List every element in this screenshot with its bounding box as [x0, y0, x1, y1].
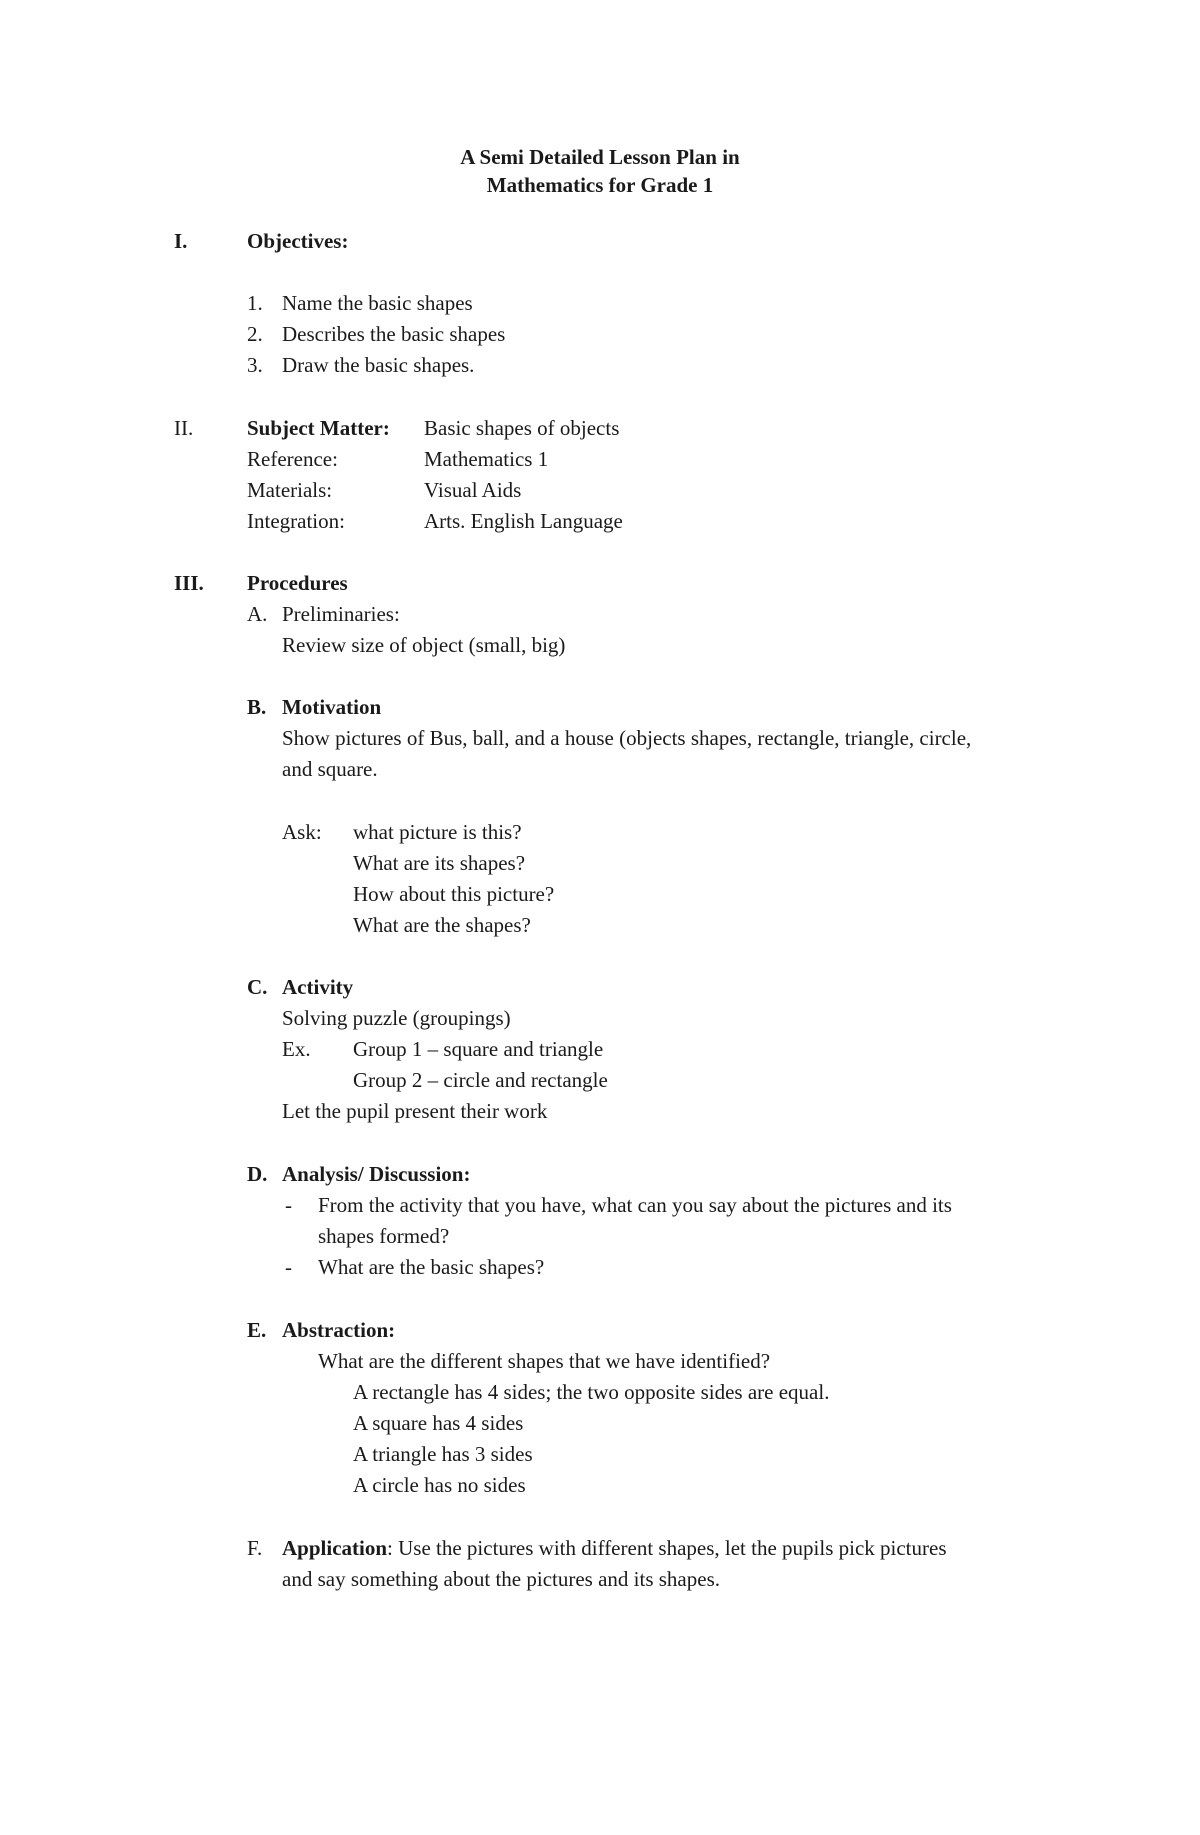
objective-item: Describes the basic shapes	[282, 322, 506, 346]
procedure-letter-e: E.	[247, 1318, 267, 1342]
materials-label: Materials:	[247, 478, 333, 502]
preliminaries-heading: Preliminaries:	[282, 602, 400, 626]
ask-question: what picture is this?	[353, 820, 522, 844]
section-numeral-objectives: I.	[174, 229, 188, 253]
application-text-line-1: : Use the pictures with different shapes, let the pupils pick pictures	[387, 1536, 947, 1560]
section-numeral-procedures: III.	[174, 571, 204, 595]
example-label: Ex.	[282, 1037, 311, 1061]
abstraction-heading: Abstraction:	[282, 1318, 396, 1342]
activity-group: Group 2 – circle and rectangle	[353, 1068, 608, 1092]
objective-item: Draw the basic shapes.	[282, 353, 475, 377]
activity-group: Group 1 – square and triangle	[353, 1037, 604, 1061]
integration-label: Integration:	[247, 509, 345, 533]
reference-label: Reference:	[247, 447, 338, 471]
ask-question: What are its shapes?	[353, 851, 526, 875]
procedures-heading: Procedures	[247, 571, 348, 595]
analysis-question-line-1: From the activity that you have, what can you say about the pictures and its	[318, 1193, 952, 1217]
ask-label: Ask:	[282, 820, 322, 844]
procedure-letter-a: A.	[247, 602, 268, 626]
analysis-heading: Analysis/ Discussion:	[282, 1162, 471, 1186]
analysis-question-2: What are the basic shapes?	[318, 1255, 545, 1279]
materials-value: Visual Aids	[424, 478, 522, 502]
activity-text: Solving puzzle (groupings)	[282, 1006, 511, 1030]
abstraction-question: What are the different shapes that we have identified?	[318, 1349, 771, 1373]
motivation-text-line-2: and square.	[282, 757, 378, 781]
reference-value: Mathematics 1	[424, 447, 549, 471]
application-heading: Application	[282, 1536, 388, 1560]
abstraction-answer: A square has 4 sides	[353, 1411, 524, 1435]
procedure-letter-c: C.	[247, 975, 268, 999]
objective-number: 2.	[247, 322, 263, 346]
application-paragraph	[282, 1533, 1060, 1564]
motivation-text-line-1: Show pictures of Bus, ball, and a house (objects shapes, rectangle, triangle, circle,	[282, 726, 972, 750]
section-numeral-subject: II.	[174, 416, 194, 440]
abstraction-answer: A rectangle has 4 sides; the two opposite sides are equal.	[353, 1380, 830, 1404]
analysis-dash: -	[285, 1255, 292, 1279]
objectives-heading: Objectives:	[247, 229, 349, 253]
objective-number: 1.	[247, 291, 263, 315]
procedure-letter-d: D.	[247, 1162, 268, 1186]
application-text-line-2: and say something about the pictures and its shapes.	[282, 1567, 720, 1591]
ask-question: How about this picture?	[353, 882, 555, 906]
subject-matter-label: Subject Matter:	[247, 416, 390, 440]
preliminaries-text: Review size of object (small, big)	[282, 633, 566, 657]
objective-number: 3.	[247, 353, 263, 377]
analysis-question-line-2: shapes formed?	[318, 1224, 450, 1248]
procedure-letter-f: F.	[247, 1536, 263, 1560]
subject-matter-value: Basic shapes of objects	[424, 416, 620, 440]
procedure-letter-b: B.	[247, 695, 267, 719]
integration-value: Arts. English Language	[424, 509, 623, 533]
motivation-heading: Motivation	[282, 695, 382, 719]
abstraction-answer: A circle has no sides	[353, 1473, 526, 1497]
objective-item: Name the basic shapes	[282, 291, 473, 315]
activity-heading: Activity	[282, 975, 354, 999]
document-title-line-1: A Semi Detailed Lesson Plan in	[460, 145, 740, 169]
analysis-dash: -	[285, 1193, 292, 1217]
abstraction-answer: A triangle has 3 sides	[353, 1442, 533, 1466]
activity-closing: Let the pupil present their work	[282, 1099, 548, 1123]
ask-question: What are the shapes?	[353, 913, 531, 937]
document-title-line-2: Mathematics for Grade 1	[486, 173, 714, 197]
